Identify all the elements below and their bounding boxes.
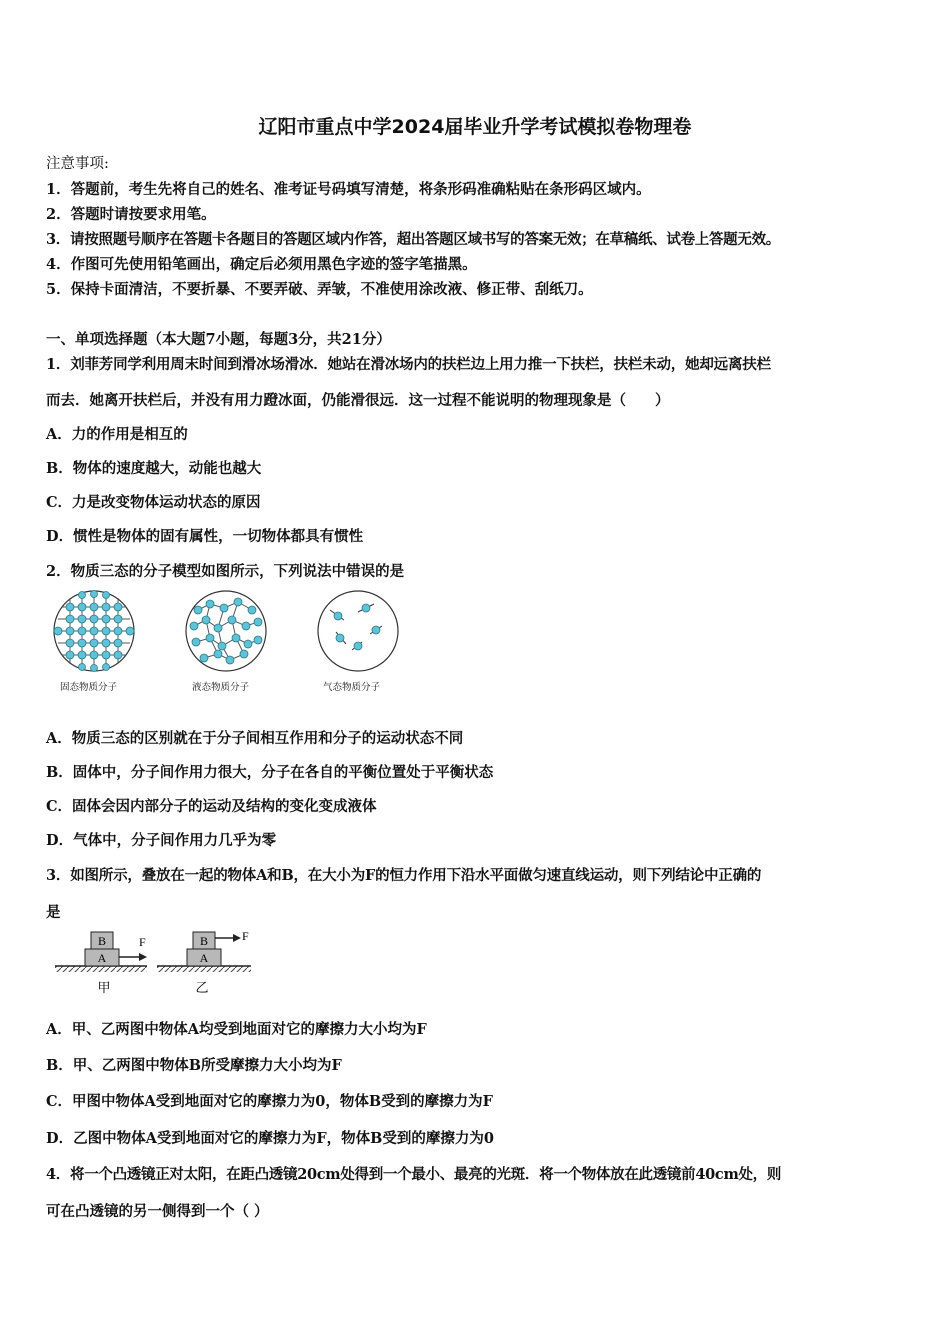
liquid-caption: 液态物质分子 [192, 682, 250, 693]
q1-option-a: A．力的作用是相互的 [46, 426, 188, 443]
notice-heading: 注意事项: [46, 156, 109, 172]
q1-option-d: D．惯性是物体的固有属性，一切物体都具有惯性 [46, 528, 364, 545]
force-label: F [139, 935, 146, 949]
notice-item: 5．保持卡面清洁，不要折暴、不要弄破、弄皱，不准使用涂改液、修正带、刮纸刀。 [46, 281, 593, 298]
q2-option-b: B．固体中，分子间作用力很大，分子在各自的平衡位置处于平衡状态 [46, 764, 494, 781]
question-4-stem-cont: 可在凸透镜的另一侧得到一个（ ） [46, 1203, 269, 1220]
liquid-model [186, 591, 266, 671]
question-3-stem: 3．如图所示，叠放在一起的物体A和B，在大小为F的恒力作用下沿水平面做匀速直线运动，则下列结论中正确的 [46, 867, 762, 884]
question-1-stem: 1．刘菲芳同学利用周末时间到滑冰场滑冰．她站在滑冰场内的扶栏边上用力推一下扶栏，扶栏未动，她却远离扶栏 [46, 356, 771, 373]
molecule-models-figure [48, 590, 408, 680]
figure-yi [157, 929, 251, 996]
q3-option-c: C．甲图中物体A受到地面对它的摩擦力为0，物体B受到的摩擦力为F [46, 1093, 493, 1110]
caption-yi: 乙 [195, 981, 209, 996]
question-3-stem-cont: 是 [46, 904, 61, 921]
q3-option-b: B．甲、乙两图中物体B所受摩擦力大小均为F [46, 1057, 342, 1074]
notice-item: 4．作图可先使用铅笔画出，确定后必须用黑色字迹的签字笔描黑。 [46, 256, 477, 273]
gas-model [318, 591, 398, 671]
q2-option-a: A．物质三态的区别就在于分子间相互作用和分子的运动状态不同 [46, 730, 464, 747]
section-heading: 一、单项选择题（本大题7小题，每题3分，共21分） [46, 331, 391, 348]
blocks-figure [55, 926, 255, 1000]
q2-option-c: C．固体会因内部分子的运动及结构的变化变成液体 [46, 798, 377, 815]
notice-item: 2．答题时请按要求用笔。 [46, 206, 216, 223]
block-b-label: B [199, 934, 209, 948]
q1-option-c: C．力是改变物体运动状态的原因 [46, 494, 261, 511]
page-title: 辽阳市重点中学2024届毕业升学考试模拟卷物理卷 [258, 116, 692, 138]
q2-option-d: D．气体中，分子间作用力几乎为零 [46, 832, 277, 849]
block-b-label: B [97, 934, 107, 948]
figure-jia [55, 932, 147, 996]
block-a-label: A [199, 951, 209, 965]
solid-model [54, 591, 134, 672]
q1-option-b: B．物体的速度越大，动能也越大 [46, 460, 262, 477]
q3-option-a: A．甲、乙两图中物体A均受到地面对它的摩擦力大小均为F [46, 1021, 427, 1038]
force-label: F [242, 929, 249, 943]
question-2-stem: 2．物质三态的分子模型如图所示，下列说法中错误的是 [46, 563, 405, 580]
notice-item: 1．答题前，考生先将自己的姓名、准考证号码填写清楚，将条形码准确粘贴在条形码区域内。 [46, 181, 651, 198]
block-a-label: A [97, 951, 107, 965]
notice-item: 3．请按照题号顺序在答题卡各题目的答题区域内作答，超出答题区域书写的答案无效；在草稿纸、试卷上答题无效。 [46, 231, 780, 248]
question-1-stem-cont: 而去．她离开扶栏后，并没有用力蹬冰面，仍能滑很远．这一过程不能说明的物理现象是（ ） [46, 392, 670, 409]
solid-caption: 固态物质分子 [60, 682, 118, 693]
question-4-stem: 4．将一个凸透镜正对太阳，在距凸透镜20cm处得到一个最小、最亮的光斑．将一个物体放在此透镜前40cm处，则 [46, 1166, 782, 1183]
gas-caption: 气态物质分子 [323, 682, 381, 693]
q3-option-d: D．乙图中物体A受到地面对它的摩擦力为F，物体B受到的摩擦力为0 [46, 1130, 494, 1147]
caption-jia: 甲 [97, 981, 111, 996]
